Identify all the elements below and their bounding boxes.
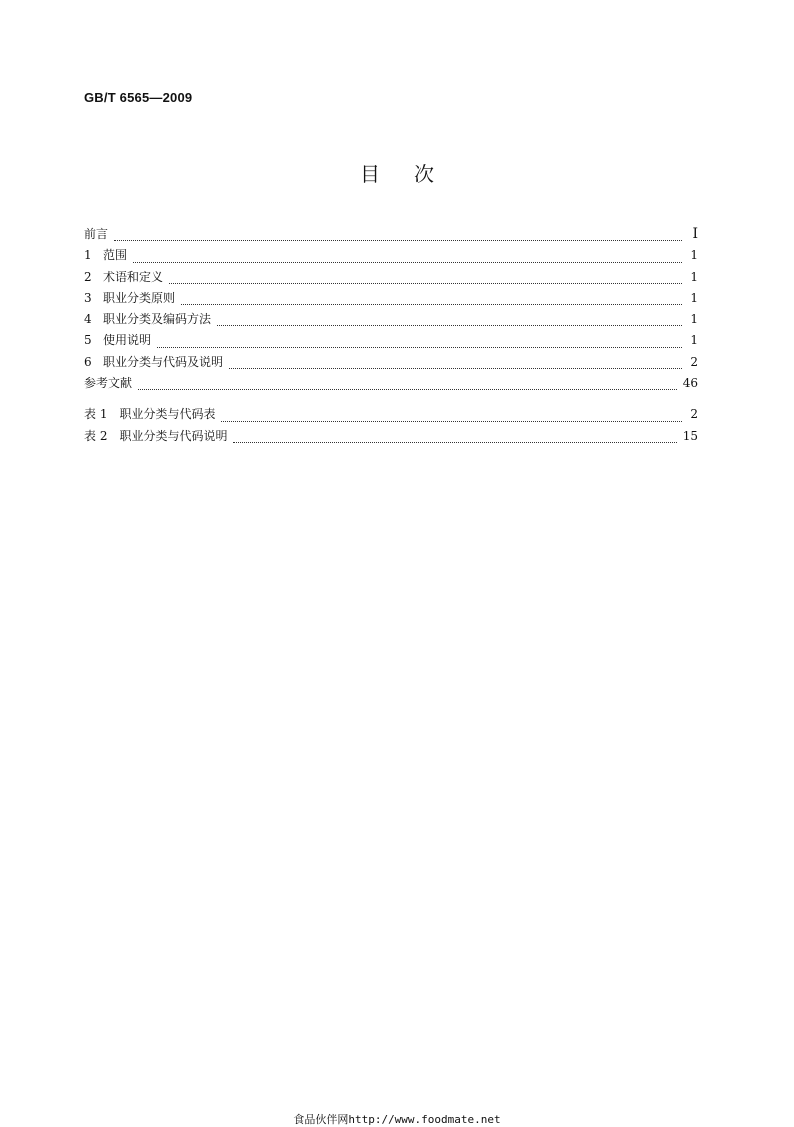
page-footer <box>0 1111 794 1127</box>
toc-entry-label: 职业分类及编码方法 <box>103 312 212 327</box>
standard-code: GB/T 6565—2009 <box>84 90 193 105</box>
toc-entry-number: 4 <box>84 312 92 327</box>
dot-leader <box>221 421 682 422</box>
toc-entry-label: 前言 <box>84 227 109 241</box>
toc-entry-label: 职业分类与代码及说明 <box>103 354 224 369</box>
dot-leader <box>233 442 676 443</box>
toc-entry-foreword[interactable] <box>84 224 698 245</box>
toc-entry-page: 1 <box>690 269 698 284</box>
toc-entry-classification[interactable] <box>84 352 698 373</box>
footer-url[interactable]: http://www.foodmate.net <box>348 1113 501 1126</box>
dot-leader <box>138 389 677 390</box>
toc-entry-number: 3 <box>84 290 92 305</box>
dot-leader <box>157 347 682 348</box>
toc-entry-table-2[interactable] <box>84 426 698 447</box>
toc-entry-page: 2 <box>690 407 698 422</box>
table-of-contents <box>84 224 698 447</box>
toc-entry-references[interactable] <box>84 373 698 394</box>
toc-entry-page: 2 <box>690 354 698 369</box>
toc-entry-table-1[interactable] <box>84 404 698 425</box>
dot-leader <box>169 283 682 284</box>
toc-entry-label: 职业分类原则 <box>103 290 176 305</box>
section-gap <box>84 394 698 404</box>
toc-entry-page: 15 <box>682 428 698 443</box>
toc-entry-label: 使用说明 <box>103 333 152 348</box>
dot-leader <box>217 325 682 326</box>
toc-entry-label: 术语和定义 <box>103 269 164 284</box>
toc-entry-coding-method[interactable] <box>84 309 698 330</box>
toc-entry-usage[interactable] <box>84 330 698 351</box>
dot-leader <box>133 262 682 263</box>
toc-entry-page: 1 <box>690 290 698 305</box>
dot-leader <box>181 304 682 305</box>
footer-site-name: 食品伙伴网 <box>293 1113 349 1126</box>
toc-entry-number: 5 <box>84 333 92 348</box>
toc-entry-label: 表 2 职业分类与代码说明 <box>84 428 228 443</box>
toc-entry-label: 表 1 职业分类与代码表 <box>84 407 216 422</box>
toc-entry-terms[interactable] <box>84 267 698 288</box>
dot-leader <box>229 368 682 369</box>
toc-entry-number: 6 <box>84 354 92 369</box>
toc-entry-number: 2 <box>84 269 92 284</box>
toc-entry-number: 1 <box>84 248 92 263</box>
toc-entry-principles[interactable] <box>84 288 698 309</box>
toc-entry-page: Ⅰ <box>692 226 698 242</box>
toc-entry-label: 范围 <box>103 248 128 263</box>
toc-entry-page: 1 <box>690 333 698 348</box>
toc-entry-label: 参考文献 <box>84 376 133 391</box>
dot-leader <box>114 240 682 241</box>
page-title: 目次 <box>360 162 468 186</box>
toc-entry-scope[interactable] <box>84 245 698 266</box>
toc-entry-page: 46 <box>682 376 698 391</box>
toc-entry-page: 1 <box>690 248 698 263</box>
toc-entry-page: 1 <box>690 312 698 327</box>
